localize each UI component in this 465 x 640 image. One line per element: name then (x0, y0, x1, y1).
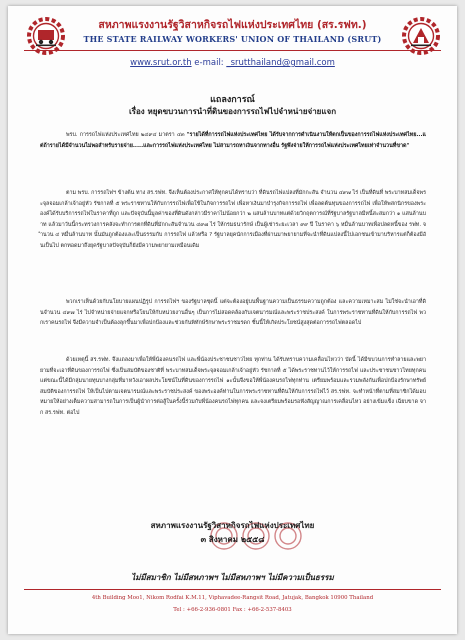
website-link[interactable]: www.srut.or.th (130, 58, 192, 68)
paragraph-2: ตาม พรบ. การรถไฟฯ ข้างต้น ทาง สร.รฟท. จึงเห็นต้องประกาศให้ทุกคนได้ทราบว่า ที่ดินรถไฟแปลงที่มักกะสัน จำนวน ๔๙๗ ไร่ เป็นที่ดินที่ พระบาทสมเด็จพระจุลจอมเกล้าเจ้าอยู่หัว รัชกาลที่ ๕ พระราชทานให้กับการรถไฟเพื่อใช้ในกิจการรถไฟ เพื่อหาเงินมาบำรุงกิจการรถไฟ เพื่อลดต้นทุนของการรถไฟ เพื่อให้พสกนิกรของพระองค์ได้รับบริการรถไฟในราคาที่ถูก และปัจจุบันนี้มูลค่าของที่ดินดังกล่าวมีราคาไม่น้อยกว่า ๒ แสนล้านบาทแต่ด้วยวิกฤตการณ์ที่รัฐบาลรัฐบาลมีหนี้สะสมกว่า ๑ แสนล้านบาท แล้วมาวันนี้กระทรวงการคลังจะทำการตกที่ดินที่มักกะสันจำนวน ๔๙๗ ไร่ ให้กรมธนารักษ์ เป็นผู้เช่าระยะเวลา ๙๙ ปี ในราคา ๖ หมื่นล้านบาทเพื่อปลดหนี้ของ รฟท. จำนวน ๔ หมื่นล้านบาท นั้นมันถูกต้องและเป็นธรรมกับ การรถไฟ แล้วหรือ ? รัฐบาลยุคนักการเมืองที่ผ่านมาพยายามที่จะนำที่ดินแปลงนี้ไปเอกชนเข้ามาบริหารแต่ก็ต้องมีอันเป็นไป ตกทอดมาถึงยุครัฐบาลปัจจุบันก็ยังมีความพยายามเหมือนเดิม (40, 190, 426, 249)
document-title: แถลงการณ์ (210, 95, 255, 105)
paragraph-3: พวกเราเห็นด้วยกับนโยบายแผนปฏิรูป การรถไฟฯ ของรัฐบาลชุดนี้ แต่จะต้องอยู่บนพื้นฐานความเป็นธรรมความถูกต้อง และความเหมาะสม ไม่ใช่จะนำเอาที่ดินจำนวน ๔๙๗ ไร่ ไปจำหน่ายจ่ายแจกหรือโยนให้กับหน่วยงานอื่นๆ เป็นการไม่สอดคล้องกับเจตนารมณ์และพระราชประสงค์ ในการพระราชทานที่ดินให้กับการรถไฟ พวกเราคนรถไฟ จึงมีความจำเป็นต้องลุกขึ้นมาเพื่อปกป้องและช่วยกันพิทักษ์รักษาพระราชมรดก ชิ้นนี้ให้เกิดประโยชน์สูงสุดต่อการรถไฟตลอดไป (40, 299, 426, 327)
signature-organization: สหภาพแรงงานรัฐวิสาหกิจรถไฟแห่งประเทศไทย (150, 521, 315, 530)
union-name-thai: สหภาพแรงงานรัฐวิสาหกิจรถไฟแห่งประเทศไทย (สร.รฟท.) (98, 19, 367, 31)
paragraph-1-text: พรบ. การรถไฟแห่งประเทศไทย ๒๔๙๔ มาตรา ๔๓ (66, 132, 185, 138)
union-slogan: ไม่มีสมาชิก ไม่มีสหภาพฯ ไม่มีสหภาพฯ ไม่มีความเป็นธรรม (131, 573, 334, 582)
footer-address: 4th Building Moo1, Nikom Rodfai K.M.11, Viphavadee-Rangsit Road, Jatujak, Bangkok 10900 Thailand (91, 595, 374, 601)
paragraph-1 (40, 130, 426, 151)
paragraph-1-quote: "รายได้ที่การรถไฟแห่งประเทศไทย ได้รับจากการดำเนินงานให้ตกเป็นของการรถไฟแห่งประเทศไทย...แต่ถ้ารายได้มีจำนวนไม่พอสำหรับรายจ่าย.....และการรถไฟแห่งประเทศไทย ไม่สามารถหาเงินจากทางอื่น รัฐพึงจ่ายให้การรถไฟแห่งประเทศไทยเท่าจำนวนที่ขาด" (40, 132, 427, 149)
document-subject: เรื่อง หยุดขบวนการนำที่ดินของการรถไฟไปจำหน่ายจ่ายแจก (128, 107, 337, 116)
contact-line (70, 58, 395, 68)
footer-divider (24, 589, 441, 618)
header-divider (24, 50, 441, 51)
email-link[interactable]: _srutthailand@gmail.com (226, 58, 335, 68)
paragraph-4: ด้วยเหตุนี้ สร.รฟท. จึงแถลงมาเพื่อให้พี่น้องคนรถไฟ และพี่น้องประชาชนชาวไทย ทุกท่าน ได้รับทราบความเคลื่อนไหวว่า บัดนี้ ได้มีขบวนการทำลายและพยายามที่จะเอาที่ดินของการรถไฟ ซึ่งเป็นสมบัติของชาติที่ พระบาทสมเด็จพระจุลจอมเกล้าเจ้าอยู่หัว รัชกาลที่ ๕ ได้พระราชทานไว้ให้การรถไฟ และประชาชนชาวไทยทุกคน แต่ขณะนี้ได้มีกลุ่มนายทุนบางกลุ่มที่มาหวังเอาผลประโยชน์ในที่ดินของการรถไฟ ๑ะนั้นจึงขอให้พี่น้องคนรถไฟทุกท่าน เตรียมพร้อมและรวมพลังกันเพื่อปกป้องรักษาทรัพย์สมบัติของการรถไฟ ให้เป็นไปตามเจตนารมณ์และพระราชประสงค์ ของพระองค์ท่านในการพระราชทานที่ดินให้กับการรถไฟไว้ สร.รฟท. จะทำหน้าที่ตามที่สมาชิกได้มอบหมายให้อย่างเต็มความสามารถในการเป็นผู้นำการต่อสู้ในครั้งนี้ร่วมกับพี่น้องคนรถไฟทุกคน และจงเตรียมพร้อมรอฟังสัญญาณการเคลื่อนไหว อย่างเข้มแข็ง เฉียบขาด จาก สร.รฟท. ต่อไป (40, 357, 426, 416)
signature-date: ๓ สิงหาคม ๒๕๕๘ (200, 535, 265, 544)
union-name-english: THE STATE RAILWAY WORKERS' UNION OF THAILAND (SRUT) (83, 34, 382, 44)
letter-page (8, 6, 457, 634)
email-label: e-mail: (194, 58, 224, 68)
footer-phone-fax: Tel : +66-2-936-0801 Fax : +66-2-537-8403 (173, 607, 292, 613)
